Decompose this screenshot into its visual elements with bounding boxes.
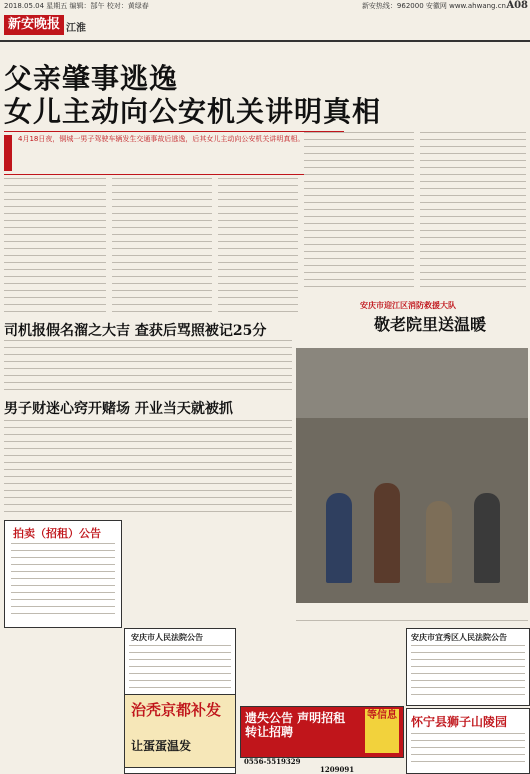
story4-kicker: 安庆市迎江区消防救援大队 (360, 300, 456, 310)
headline-line-2: 女儿主动向公安机关讲明真相 (4, 95, 382, 128)
ad-phone-2: 1209091 (320, 765, 355, 774)
classified-body (11, 543, 115, 623)
info-box: 等信息 (365, 709, 399, 753)
masthead (0, 12, 530, 42)
top-bar (0, 0, 530, 12)
main-story-body-col4 (304, 132, 414, 292)
cemetery-title: 怀宁县狮子山陵园 (411, 715, 508, 729)
hair-clinic-title: 治秃京都补发 (131, 701, 222, 719)
court-notice-1-title: 安庆市人民法院公告 (131, 632, 203, 642)
page-number: A08 (506, 0, 528, 11)
story4-headline: 敬老院里送温暖 (374, 315, 487, 334)
main-story-body-col3 (218, 178, 298, 314)
classified-title: 拍卖（招租）公告 (13, 527, 101, 540)
contact-line: 新安热线：962000 安徽网 www.ahwang.cn (361, 2, 506, 10)
main-headline (4, 62, 381, 128)
lead-accent-bar (4, 135, 12, 171)
lead-text: 4月18日夜，铜城一男子驾驶车辆发生交通事故后逃逸，后其女儿主动向公安机关讲明真相。 (18, 135, 305, 143)
ad-phone-1: 0556-5519329 (244, 757, 301, 766)
secondary-ad-title: 让蛋蛋温发 (131, 739, 192, 753)
court-notice-2-body (411, 645, 525, 701)
cemetery-body (411, 733, 525, 769)
headline-line-1: 父亲肇事逃逸 (4, 62, 179, 95)
photo-background (296, 348, 528, 418)
photo-person (474, 493, 500, 583)
photo-person (326, 493, 352, 583)
date-line: 2018.05.04 星期五 编辑：郜午 校对：黄绿春 (4, 2, 149, 10)
news-photo (296, 348, 528, 603)
story2-body (4, 340, 292, 392)
main-story-body-col2 (112, 178, 212, 314)
lead-paragraph (4, 131, 344, 175)
photo-person (374, 483, 400, 583)
main-story-body-col1 (4, 178, 106, 314)
notice-strip-text: 遗失公告 声明招租 转让招聘 (245, 711, 346, 739)
newspaper-logo: 新安晚报 (4, 15, 64, 35)
cemetery-ad (406, 708, 530, 774)
court-notice-2-title: 安庆市宜秀区人民法院公告 (411, 632, 507, 642)
story3-headline: 男子财迷心窍开赌场 开业当天就被抓 (4, 401, 233, 417)
hair-clinic-ad (124, 694, 236, 768)
main-story-body-col5 (420, 132, 526, 292)
photo-caption-area (296, 606, 528, 621)
notice-strip-ad (240, 706, 404, 758)
classified-notice (4, 520, 122, 628)
photo-person (426, 501, 452, 583)
story3-body (4, 420, 292, 516)
story2-headline: 司机报假名溜之大吉 查获后骂照被记25分 (4, 323, 267, 339)
section-name: 江淮 (66, 23, 86, 34)
court-notice-2 (406, 628, 530, 706)
